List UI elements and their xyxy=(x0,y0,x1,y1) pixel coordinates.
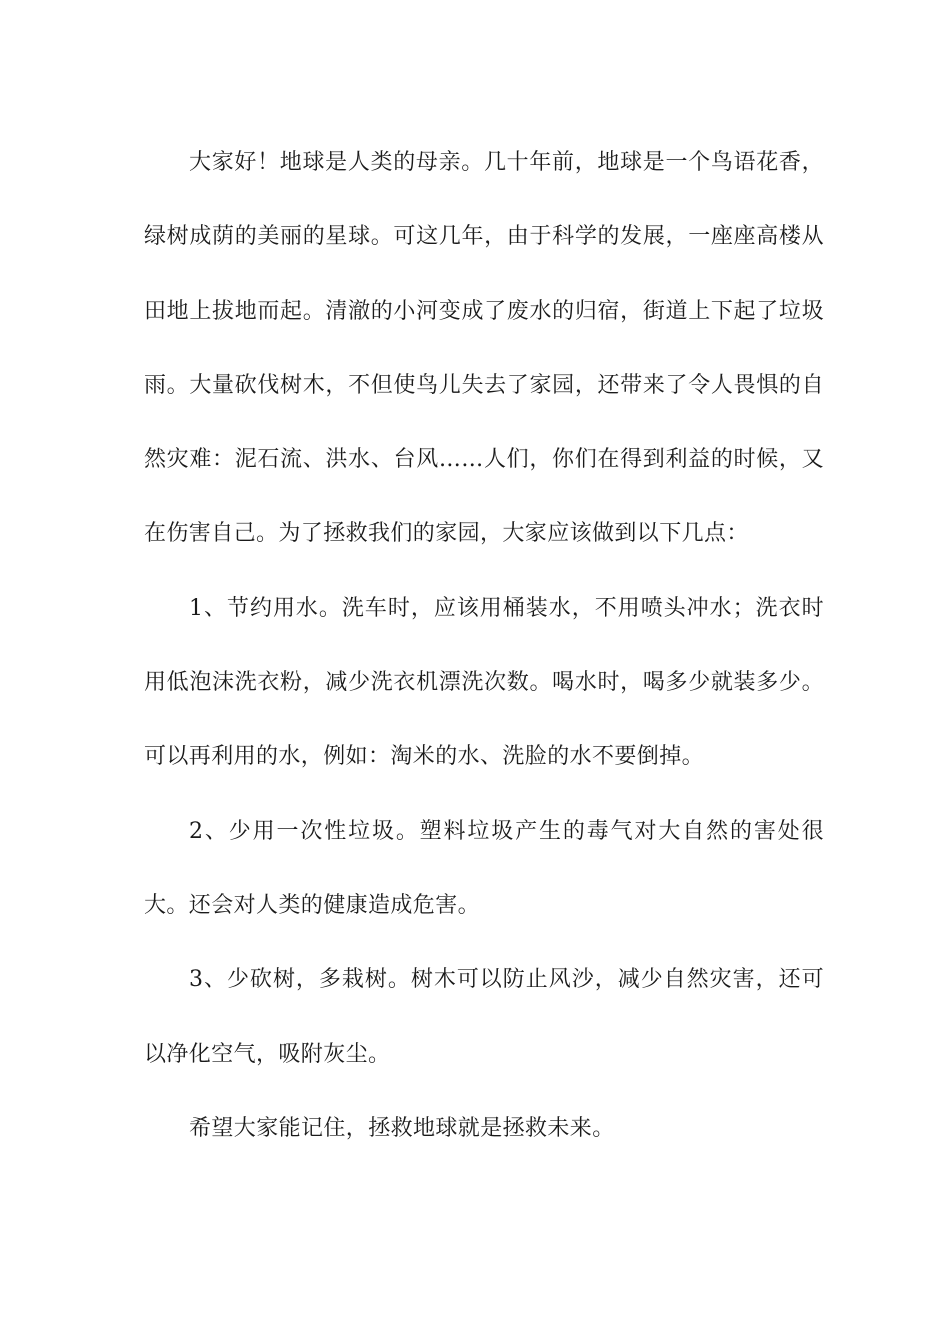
paragraph-point-1: 1、节约用水。洗车时，应该用桶装水，不用喷头冲水；洗衣时用低泡沫洗衣粉，减少洗衣机漂洗次数。喝水时，喝多少就装多少。可以再利用的水，例如：淘米的水、洗脸的水不要倒掉。 xyxy=(144,595,824,770)
paragraph-closing: 希望大家能记住，拯救地球就是拯救未来。 xyxy=(189,1115,615,1141)
document-body xyxy=(144,126,824,1166)
paragraph-point-2: 2、少用一次性垃圾。塑料垃圾产生的毒气对大自然的害处很大。还会对人类的健康造成危害。 xyxy=(144,818,824,918)
paragraph-intro: 大家好！地球是人类的母亲。几十年前，地球是一个鸟语花香，绿树成荫的美丽的星球。可这几年，由于科学的发展，一座座高楼从田地上拔地而起。清澈的小河变成了废水的归宿，街道上下起了垃圾雨。大量砍伐树木，不但使鸟儿失去了家园，还带来了令人畏惧的自然灾难：泥石流、洪水、台风……人们，你们在得到利益的时候，又在伤害自己。为了拯救我们的家园，大家应该做到以下几点： xyxy=(144,150,824,547)
paragraph-point-3: 3、少砍树，多栽树。树木可以防止风沙，减少自然灾害，还可以净化空气，吸附灰尘。 xyxy=(144,967,824,1067)
